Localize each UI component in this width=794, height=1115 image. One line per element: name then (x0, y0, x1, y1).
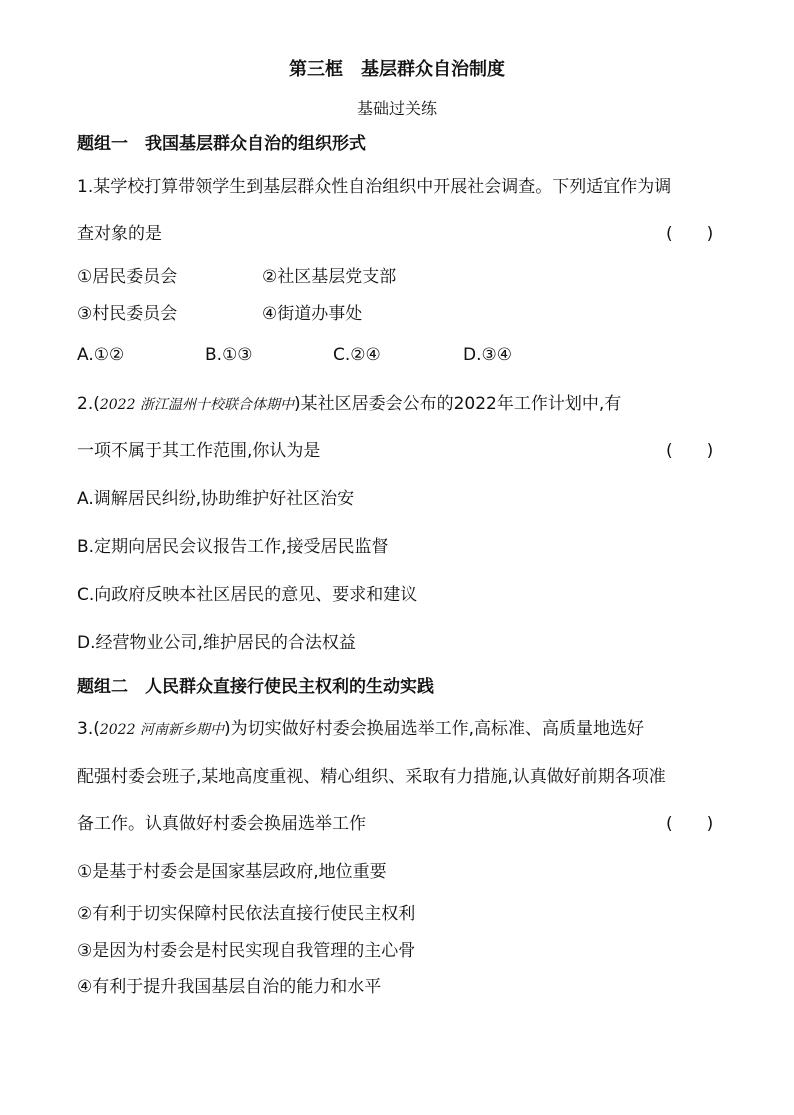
q3-statement-3: ③是因为村委会是村民实现自我管理的主心骨 (77, 941, 416, 961)
question-3-line-1 (77, 718, 644, 741)
question-2-number: 2.( (77, 394, 100, 414)
q2-choice-d: D.经营物业公司,维护居民的合法权益 (77, 633, 356, 653)
q3-statement-2: ②有利于切实保障村民依法直接行使民主权利 (77, 904, 416, 924)
q2-choice-a: A.调解居民纠纷,协助维护好社区治安 (77, 489, 355, 509)
group-heading-1: 题组一 我国基层群众自治的组织形式 (77, 134, 366, 154)
question-3-text: )为切实做好村委会换届选举工作,高标准、高质量地选好 (223, 719, 644, 739)
q1-choice-b: B.①③ (205, 345, 253, 365)
q3-statement-1: ①是基于村委会是国家基层政府,地位重要 (77, 862, 387, 882)
q2-choice-c: C.向政府反映本社区居民的意见、要求和建议 (77, 585, 418, 605)
question-2-source: 2022 浙江温州十校联合体期中 (99, 397, 294, 413)
question-3-line-3: 备工作。认真做好村委会换届选举工作 (77, 814, 366, 834)
group-heading-2: 题组二 人民群众直接行使民主权利的生动实践 (77, 677, 434, 697)
question-1-line-1: 1.某学校打算带领学生到基层群众性自治组织中开展社会调查。下列适宜作为调 (77, 177, 672, 197)
q1-statement-4: ④街道办事处 (262, 304, 363, 324)
q2-choice-b: B.定期向居民会议报告工作,接受居民监督 (77, 537, 389, 557)
q1-choice-c: C.②④ (333, 345, 381, 365)
answer-blank-3: ( ) (666, 814, 714, 834)
page-subtitle: 基础过关练 (356, 99, 437, 118)
question-3-line-2: 配强村委会班子,某地高度重视、精心组织、采取有力措施,认真做好前期各项准 (77, 767, 666, 787)
page-title: 第三框 基层群众自治制度 (289, 59, 505, 80)
question-2-line-1 (77, 393, 621, 416)
q1-statement-1: ①居民委员会 (77, 267, 178, 287)
answer-blank-2: ( ) (666, 441, 714, 461)
question-3-number: 3.( (77, 719, 100, 739)
question-2-line-2: 一项不属于其工作范围,你认为是 (77, 441, 321, 461)
q1-choice-a: A.①② (77, 345, 125, 365)
q1-statement-2: ②社区基层党支部 (262, 267, 397, 287)
question-3-source: 2022 河南新乡期中 (99, 722, 224, 738)
answer-blank-1: ( ) (666, 224, 714, 244)
q3-statement-4: ④有利于提升我国基层自治的能力和水平 (77, 977, 382, 997)
question-1-line-2: 查对象的是 (77, 224, 162, 244)
q1-choice-d: D.③④ (463, 345, 512, 365)
question-2-text: )某社区居委会公布的2022年工作计划中,有 (293, 394, 622, 414)
q1-statement-3: ③村民委员会 (77, 304, 178, 324)
